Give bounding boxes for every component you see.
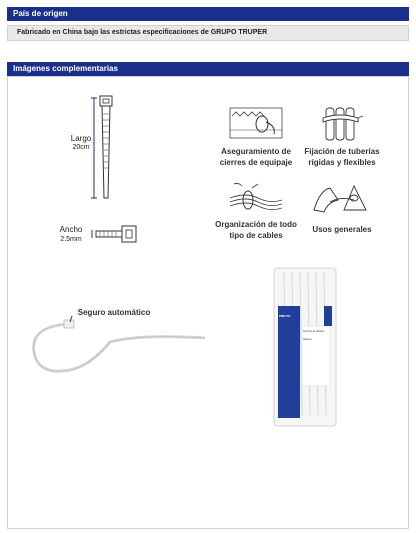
product-package	[272, 266, 338, 428]
cable-tie-width-drawing	[88, 222, 150, 248]
automatic-lock-loop	[20, 312, 210, 382]
package-brand: PRETUL	[279, 314, 291, 318]
width-value: 2.5mm	[60, 236, 82, 243]
cable-organization-icon	[228, 178, 282, 216]
origin-header: País de origen	[7, 7, 409, 21]
general-use-icon	[310, 180, 372, 218]
package-line1: Cinchos de plástico	[303, 330, 325, 333]
use-caption-pipes: Fijación de tuberías rígidas y flexibles	[304, 147, 380, 167]
package-line2: blancos	[303, 338, 312, 341]
package-bag	[272, 266, 338, 428]
length-value: 20cm	[72, 144, 90, 151]
use-caption-luggage: Aseguramiento de cierres de equipaje	[219, 147, 293, 167]
use-caption-general: Usos generales	[312, 225, 372, 234]
use-caption-cables: Organización de todo tipo de cables	[215, 220, 297, 240]
origin-text: Fabricado en China bajo las estrictas especificaciones de GRUPO TRUPER	[7, 25, 409, 41]
width-label: Ancho	[59, 225, 83, 234]
luggage-zipper-icon	[228, 104, 284, 140]
automatic-lock-label: Seguro automático	[77, 308, 151, 317]
images-header: Imágenes complementarias	[7, 62, 409, 76]
length-label: Largo	[70, 134, 92, 143]
pipe-fixing-icon	[318, 104, 364, 142]
